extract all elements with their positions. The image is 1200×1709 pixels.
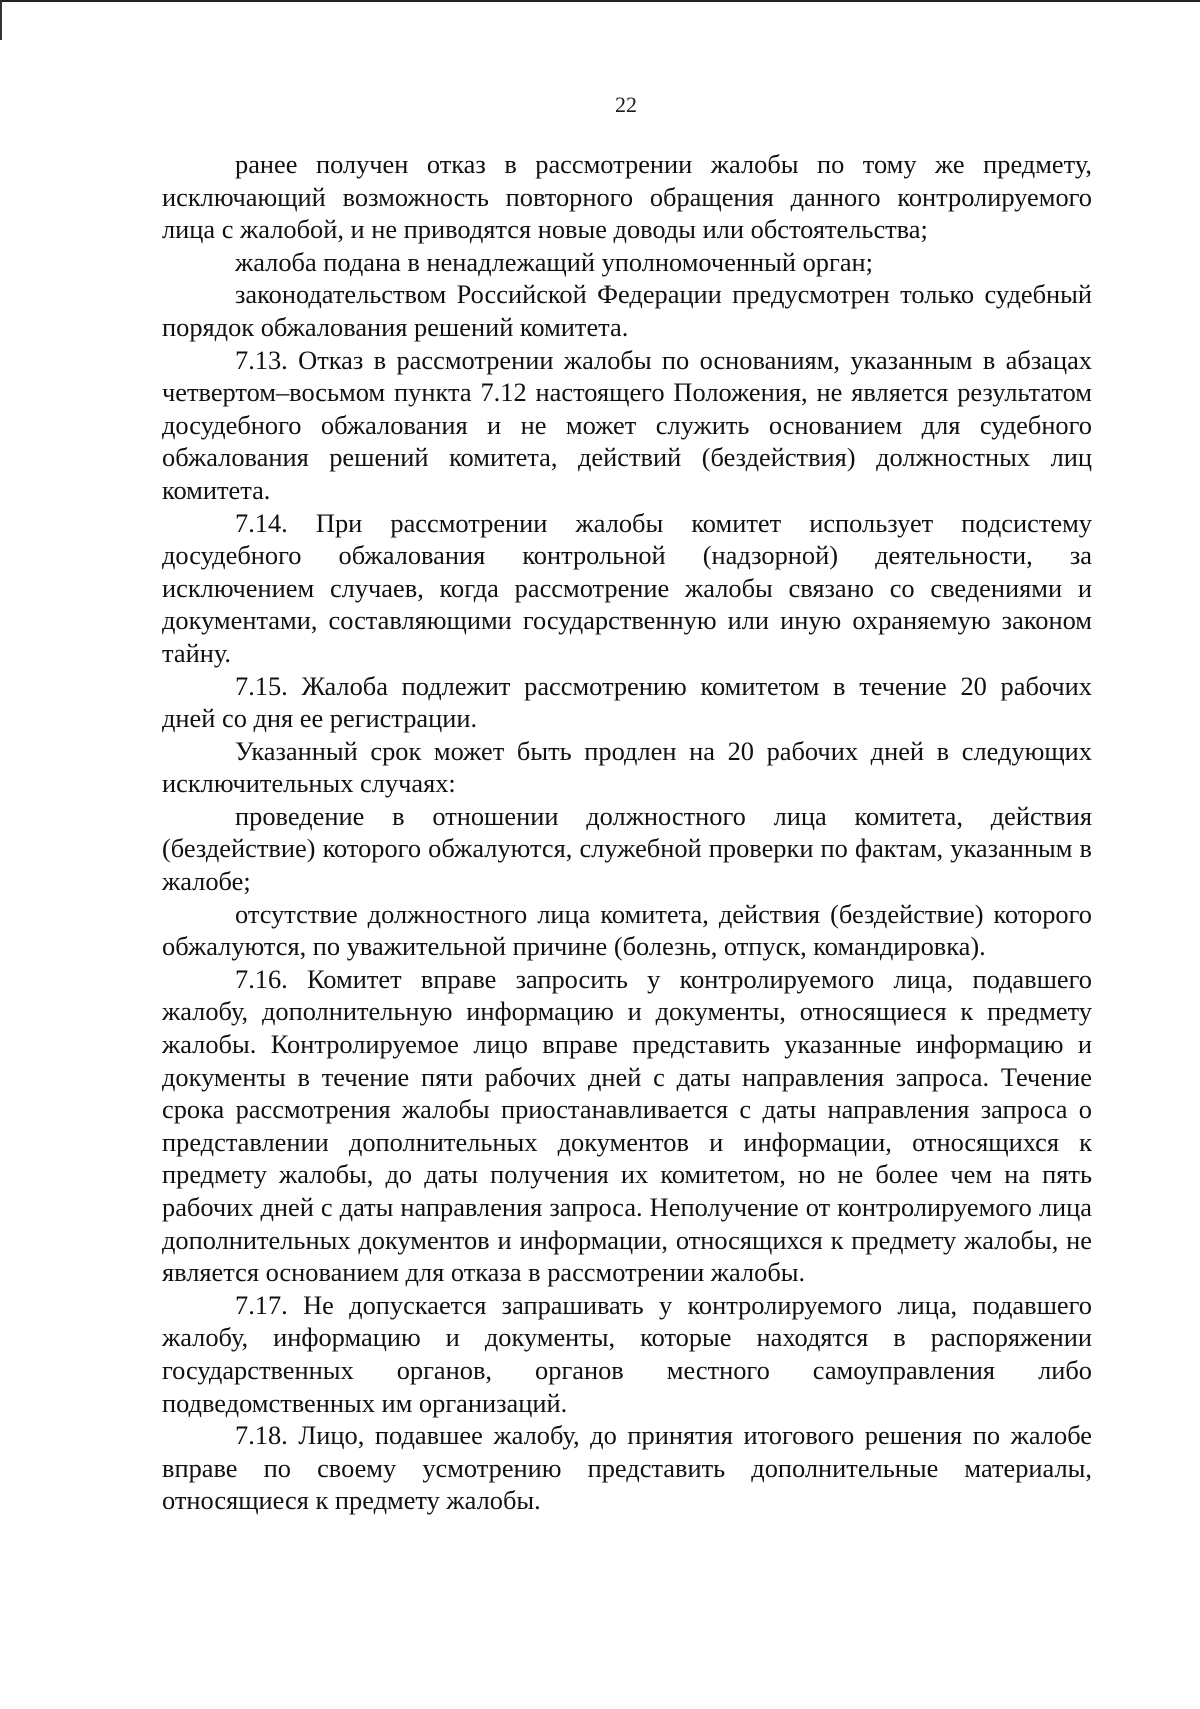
paragraph-official-inspection: проведение в отношении должностного лица комитета, действия (бездействие) которого обжалуются, служебной проверки по фактам, указанным в жалобе;	[162, 800, 1092, 897]
paragraph-refusal-continuation: ранее получен отказ в рассмотрении жалобы по тому же предмету, исключающий возможность повторного обращения данного контролируемого лица с жалобой, и не приводятся новые доводы или обстоятельства;	[162, 149, 1092, 245]
paragraph-wrong-authority: жалоба подана в ненадлежащий уполномоченный орган;	[235, 246, 874, 277]
paragraph-official-absence: отсутствие должностного лица комитета, действия (бездействие) которого обжалуются, по уважительной причине (болезнь, отпуск, командировка).	[162, 898, 1092, 962]
page-number: 22	[615, 92, 637, 117]
paragraph-7-17: 7.17. Не допускается запрашивать у контролируемого лица, подавшего жалобу, информацию и документы, которые находятся в распоряжении государственных органов, органов местного самоуправления либо подведомственных им организаций.	[162, 1289, 1092, 1418]
paragraph-7-18: 7.18. Лицо, подавшее жалобу, до принятия итогового решения по жалобе вправе по своему усмотрению представить дополнительные материалы, относящиеся к предмету жалобы.	[162, 1420, 1092, 1516]
scan-left-edge	[0, 0, 2, 40]
paragraph-7-15: 7.15. Жалоба подлежит рассмотрению комитетом в течение 20 рабочих дней со дня ее регистрации.	[162, 670, 1092, 734]
paragraph-extension: Указанный срок может быть продлен на 20 рабочих дней в следующих исключительных случаях:	[162, 735, 1092, 799]
paragraph-7-16: 7.16. Комитет вправе запросить у контролируемого лица, подавшего жалобу, дополнительную информацию и документы, относящиеся к предмету жалобы. Контролируемое лицо вправе представить указанные информацию и документы в течение пяти рабочих дней с даты направления запроса. Течение срока рассмотрения жалобы приостанавливается с даты направления запроса о представлении дополнительных документов и информации, относящихся к предмету жалобы, до даты получения их комитетом, но не более чем на пять рабочих дней с даты направления запроса. Неполучение от контролируемого лица дополнительных документов и информации, относящихся к предмету жалобы, не является основанием для отказа в рассмотрении жалобы.	[162, 963, 1092, 1288]
paragraph-judicial-only: законодательством Российской Федерации предусмотрен только судебный порядок обжалования решений комитета.	[162, 279, 1092, 342]
document-body	[162, 148, 1092, 1517]
paragraph-7-14: 7.14. При рассмотрении жалобы комитет использует подсистему досудебного обжалования контрольной (надзорной) деятельности, за исключением случаев, когда рассмотрение жалобы связано со сведениями и документами, составляющими государственную или иную охраняемую законом тайну.	[162, 507, 1092, 668]
scan-top-edge	[0, 0, 1200, 2]
paragraph-7-13: 7.13. Отказ в рассмотрении жалобы по основаниям, указанным в абзацах четвертом–восьмом пункта 7.12 настоящего Положения, не является результатом досудебного обжалования и не может служить основанием для судебного обжалования решений комитета, действий (бездействия) должностных лиц комитета.	[162, 344, 1092, 505]
